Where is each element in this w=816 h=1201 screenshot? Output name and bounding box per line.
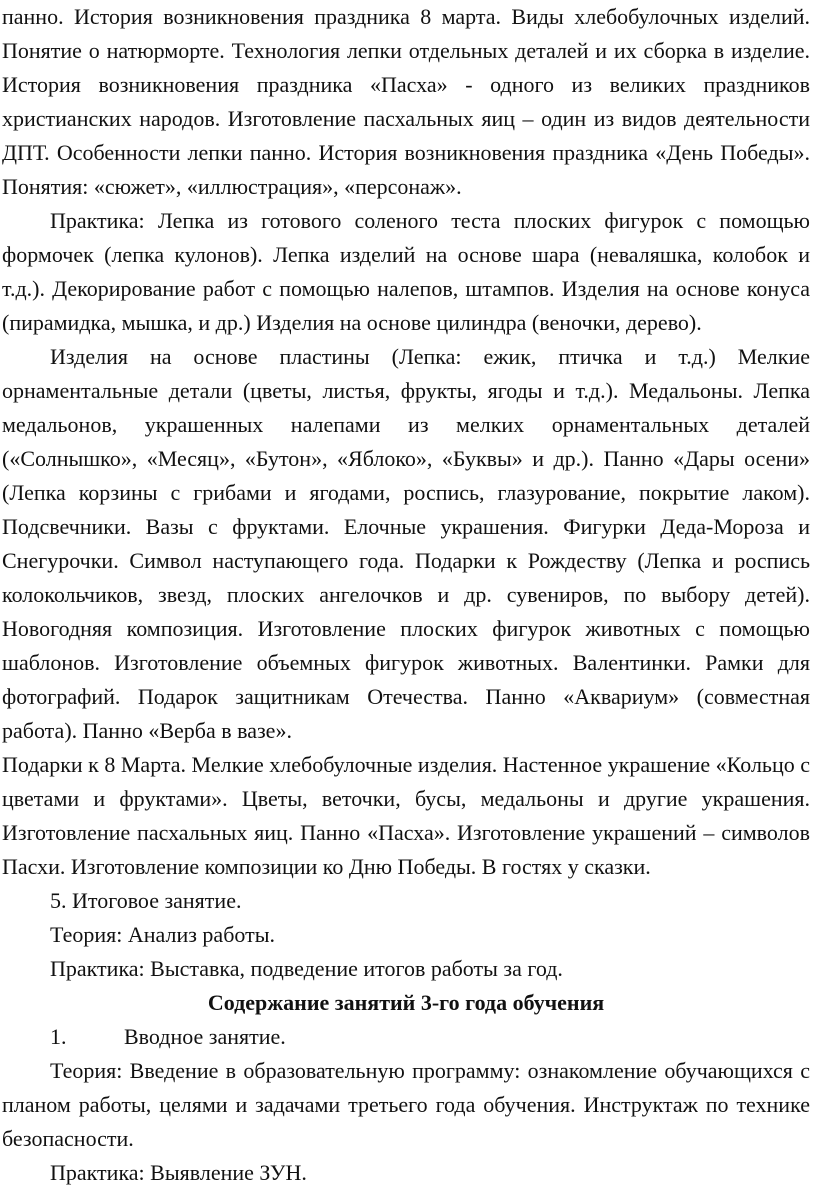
numbered-item-intro xyxy=(2,1020,810,1054)
item-label: Вводное занятие. xyxy=(124,1024,286,1049)
practice-exhibition-line: Практика: Выставка, подведение итогов работы за год. xyxy=(50,956,563,981)
paragraph-plate-products: Изделия на основе пластины (Лепка: ежик, птичка и т.д.) Мелкие орнаментальные детали (цветы, листья, фрукты, ягоды и т.д.). Медальоны. Лепка медальонов, украшенных налепами из мелких орнаментальных деталей («Солнышко», «Месяц», «Бутон», «Яблоко», «Буквы» и др.). Панно «Дары осени» (Лепка корзины с грибами и ягодами, роспись, глазурование, покрытие лаком). Подсвечники. Вазы с фруктами. Елочные украшения. Фигурки Деда-Мороза и Снегурочки. Символ наступающего года. Подарки к Рождеству (Лепка и роспись колокольчиков, звезд, плоских ангелочков и др. сувениров, по выбору детей). Новогодняя композиция. Изготовление плоских фигурок животных с помощью шаблонов. Изготовление объемных фигурок животных. Валентинки. Рамки для фотографий. Подарок защитникам Отечества. Панно «Аквариум» (совместная работа). Панно «Верба в вазе». xyxy=(2,344,810,743)
paragraph-holidays-theory: панно. История возникновения праздника 8 марта. Виды хлебобулочных изделий. Понятие о натюрморте. Технология лепки отдельных деталей и их сборка в изделие. История возникновения праздника «Пасха» - одного из великих праздников христианских народов. Изготовление пасхальных яиц – один из видов деятельности ДПТ. Особенности лепки панно. История возникновения праздника «День Победы». Понятия: «сюжет», «иллюстрация», «персонаж». xyxy=(2,4,810,199)
paragraph-theory-intro: Теория: Введение в образовательную программу: ознакомление обучающихся с планом работы, целями и задачами третьего года обучения. Инструктаж по технике безопасности. xyxy=(2,1058,810,1151)
paragraph-practice-modeling: Практика: Лепка из готового соленого теста плоских фигурок с помощью формочек (лепка кулонов). Лепка изделий на основе шара (неваляшка, колобок и т.д.). Декорирование работ с помощью налепов, штампов. Изделия на основе конуса (пирамидка, мышка, и др.) Изделия на основе цилиндра (веночки, дерево). xyxy=(2,208,810,335)
theory-analysis-line: Теория: Анализ работы. xyxy=(50,922,275,947)
item-number: 1. xyxy=(50,1024,67,1049)
paragraph-march-gifts: Подарки к 8 Марта. Мелкие хлебобулочные изделия. Настенное украшение «Кольцо с цветами и фруктами». Цветы, веточки, бусы, медальоны и другие украшения. Изготовление пасхальных яиц. Панно «Пасха». Изготовление украшений – символов Пасхи. Изготовление композиции ко Дню Победы. В гостях у сказки. xyxy=(2,752,810,879)
final-lesson-line: 5. Итоговое занятие. xyxy=(50,888,242,913)
section-heading: Содержание занятий 3-го года обучения xyxy=(207,990,605,1015)
practice-zun-line: Практика: Выявление ЗУН. xyxy=(50,1160,307,1185)
